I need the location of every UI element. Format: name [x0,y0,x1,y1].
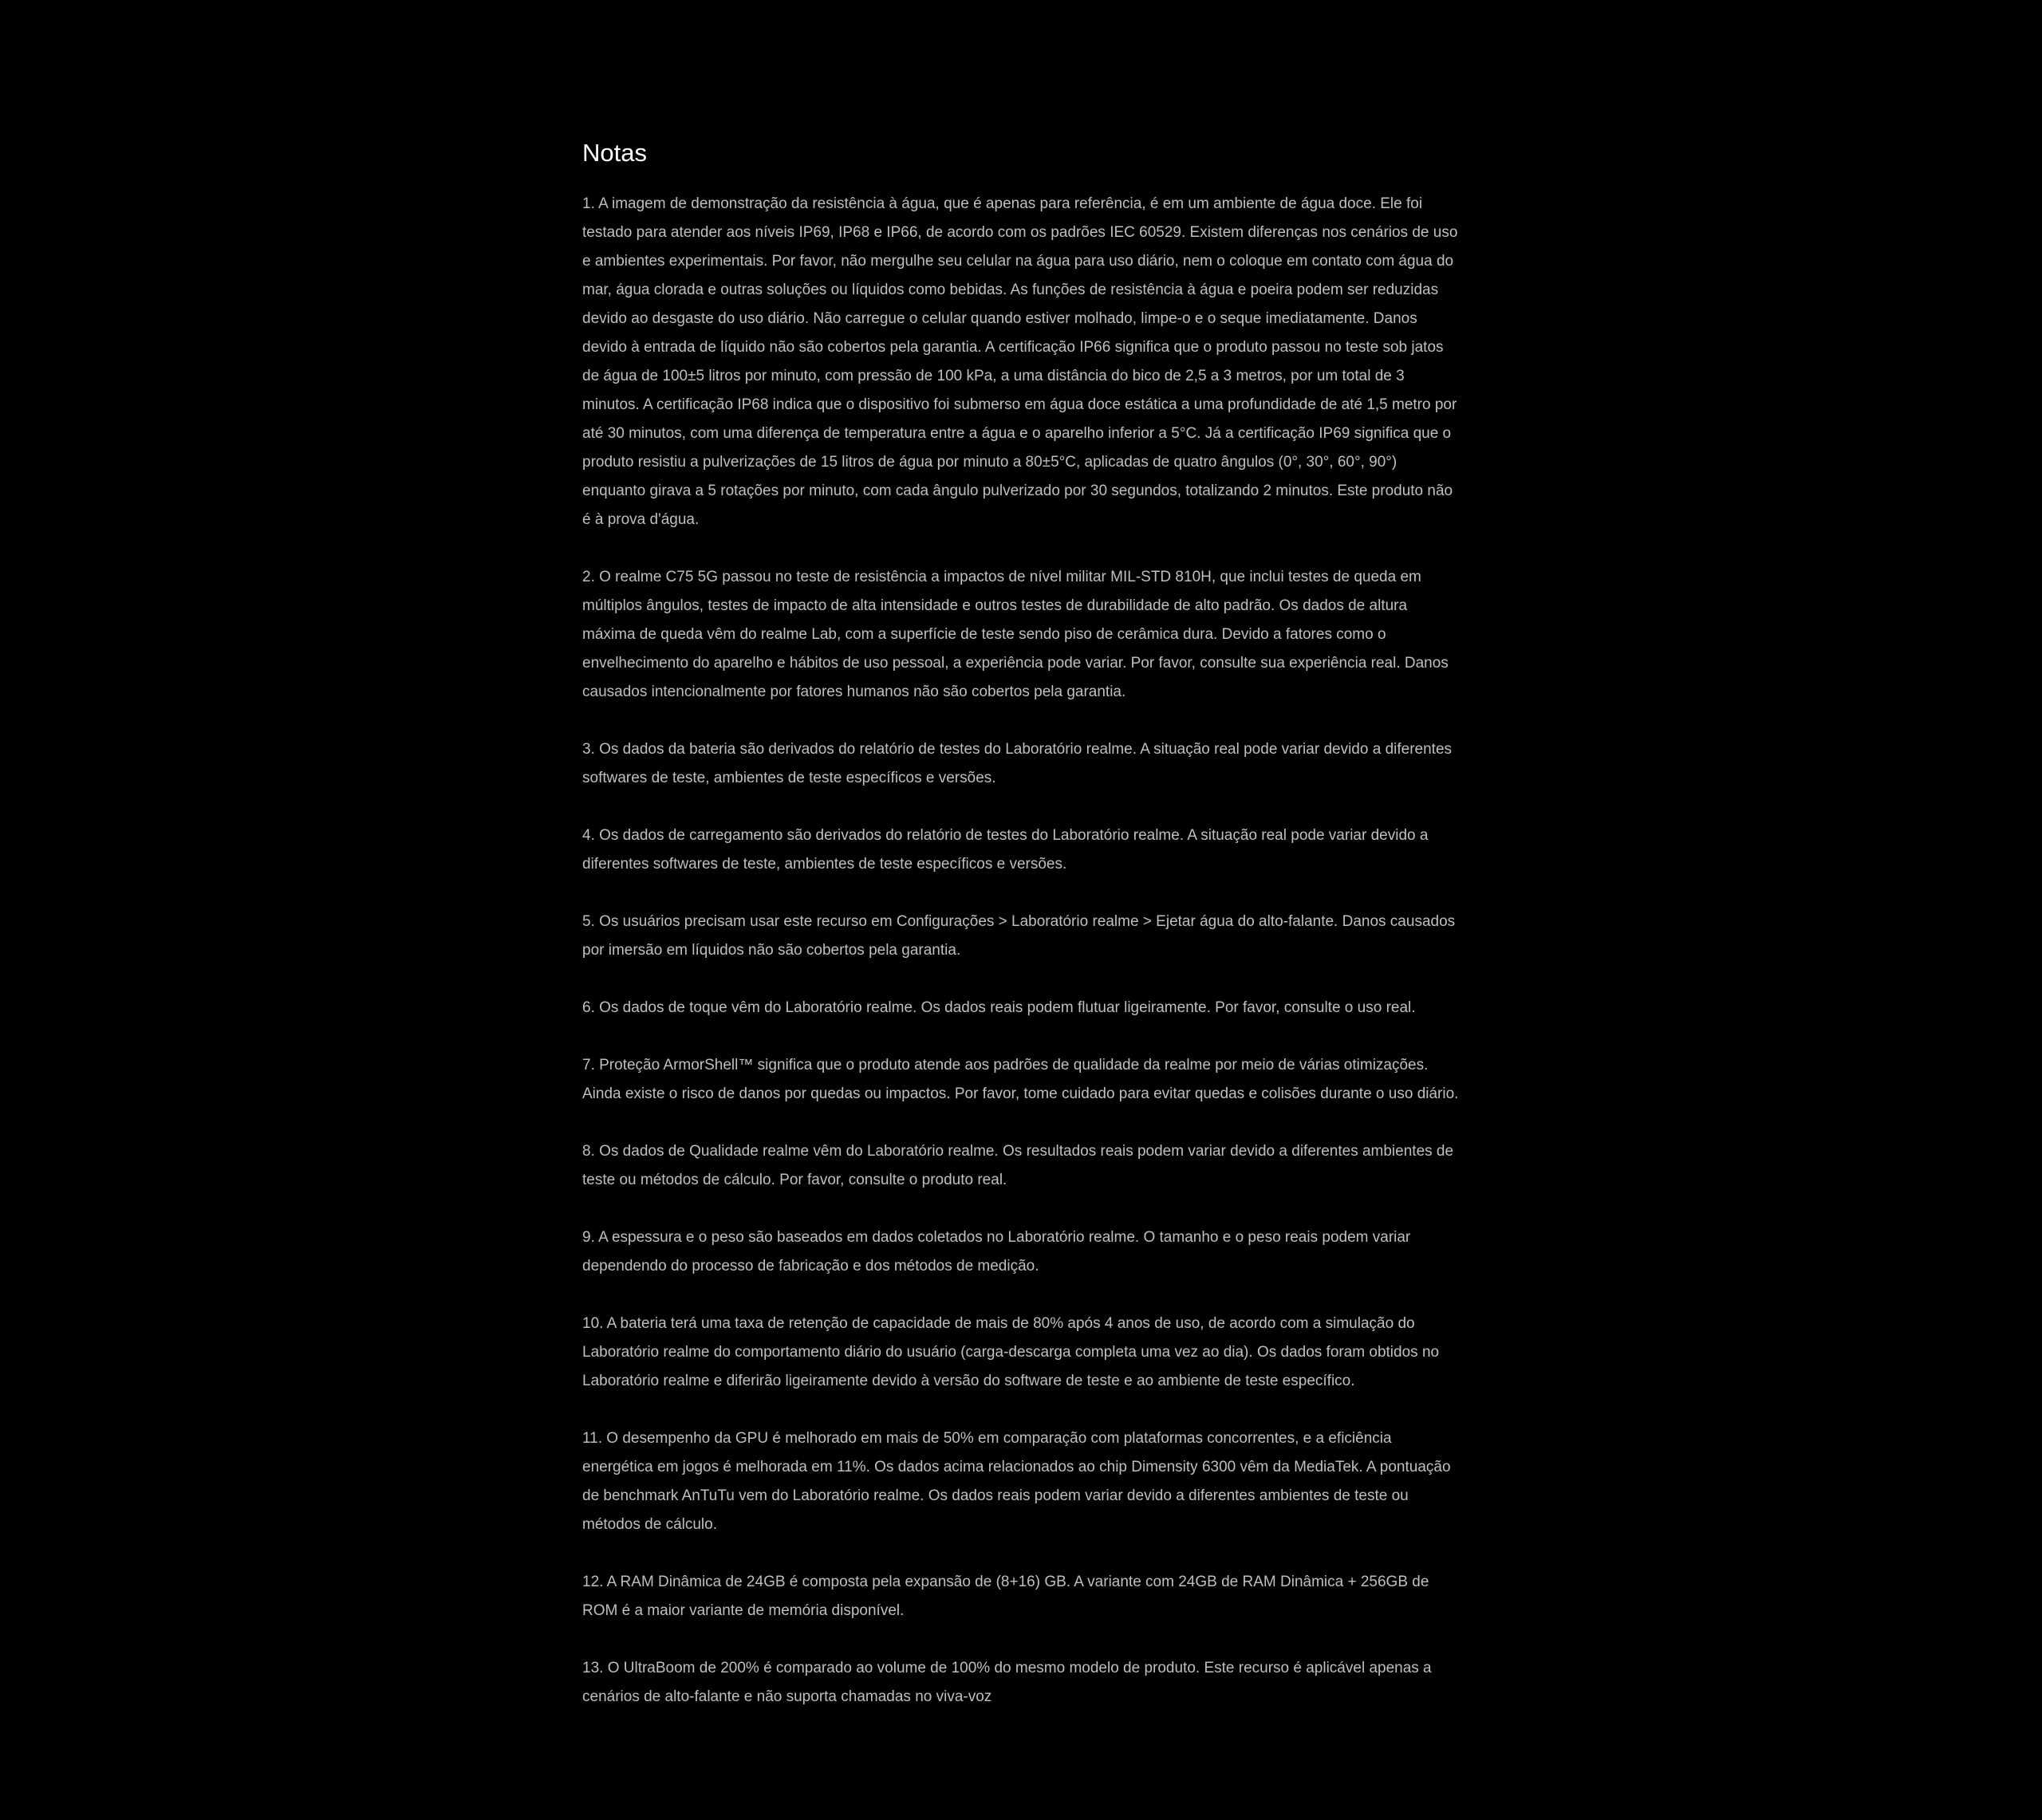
note-item-6: 6. Os dados de toque vêm do Laboratório realme. Os dados reais podem flutuar ligeiramente. Por favor, consulte o uso real. [582,999,1416,1016]
note-item-3: 3. Os dados da bateria são derivados do relatório de testes do Laboratório realme. A situação real pode variar devido a diferentes softwares de teste, ambientes de teste específicos e versões. [582,741,1453,786]
note-item-10: 10. A bateria terá uma taxa de retenção de capacidade de mais de 80% após 4 anos de uso, de acordo com a simulação do Laboratório realme do comportamento diário do usuário (carga-descarga completa uma vez ao dia). Os dados foram obtidos no Laboratório realme e diferirão ligeiramente devido à versão do software de teste e ao ambiente de teste específico. [582,1315,1440,1389]
note-item-9: 9. A espessura e o peso são baseados em dados coletados no Laboratório realme. O tamanho e o peso reais podem variar dependendo do processo de fabricação e dos métodos de medição. [582,1229,1411,1274]
note-item-11: 11. O desempenho da GPU é melhorado em mais de 50% em comparação com plataformas concorrentes, e a eficiência energética em jogos é melhorada em 11%. Os dados acima relacionados ao chip Dimensity 6300 vêm da MediaTek. A pontuação de benchmark AnTuTu vem do Laboratório realme. Os dados reais podem variar devido a diferentes ambientes de teste ou métodos de cálculo. [582,1430,1451,1533]
note-item-2: 2. O realme C75 5G passou no teste de resistência a impactos de nível militar MIL-STD 810H, que inclui testes de queda em múltiplos ângulos, testes de impacto de alta intensidade e outros testes de durabilidade de alto padrão. Os dados de altura máxima de queda vêm do realme Lab, com a superfície de teste sendo piso de cerâmica dura. Devido a fatores como o envelhecimento do aparelho e hábitos de uso pessoal, a experiência pode variar. Por favor, consulte sua experiência real. Danos causados intencionalmente por fatores humanos não são cobertos pela garantia. [582,569,1449,700]
note-item-1: 1. A imagem de demonstração da resistência à água, que é apenas para referência, é em um ambiente de água doce. Ele foi testado para atender aos níveis IP69, IP68 e IP66, de acordo com os padrões IEC 60529. Existem diferenças nos cenários de uso e ambientes experimentais. Por favor, não mergulhe seu celular na água para uso diário, nem o coloque em contato com água do mar, água clorada e outras soluções ou líquidos como bebidas. As funções de resistência à água e poeira podem ser reduzidas devido ao desgaste do uso diário. Não carregue o celular quando estiver molhado, limpe-o e o seque imediatamente. Danos devido à entrada de líquido não são cobertos pela garantia. A certificação IP66 significa que o produto passou no teste sob jatos de água de 100±5 litros por minuto, com pressão de 100 kPa, a uma distância do bico de 2,5 a 3 metros, por um total de 3 minutos. A certificação IP68 indica que o dispositivo foi submerso em água doce estática a uma profundidade de até 1,5 metro por até 30 minutos, com uma diferença de temperatura entre a água e o aparelho inferior a 5°C. Já a certificação IP69 significa que o produto resistiu a pulverizações de 15 litros de água por minuto a 80±5°C, aplicadas de quatro ângulos (0°, 30°, 60°, 90°) enquanto girava a 5 rotações por minuto, com cada ângulo pulverizado por 30 segundos, totalizando 2 minutos. Este produto não é à prova d'água. [582,195,1458,528]
note-item-4: 4. Os dados de carregamento são derivados do relatório de testes do Laboratório realme. A situação real pode variar devido a diferentes softwares de teste, ambientes de teste específicos e versões. [582,827,1429,873]
notes-section [582,136,1460,1712]
notes-title: Notas [582,139,647,167]
note-item-5: 5. Os usuários precisam usar este recurso em Configurações > Laboratório realme > Ejetar água do alto-falante. Danos causados por imersão em líquidos não são cobertos pela garantia. [582,913,1456,959]
note-item-8: 8. Os dados de Qualidade realme vêm do Laboratório realme. Os resultados reais podem variar devido a diferentes ambientes de teste ou métodos de cálculo. Por favor, consulte o produto real. [582,1143,1454,1188]
note-item-13: 13. O UltraBoom de 200% é comparado ao volume de 100% do mesmo modelo de produto. Este recurso é aplicável apenas a cenários de alto-falante e não suporta chamadas no viva-voz [582,1660,1432,1705]
note-item-7: 7. Proteção ArmorShell™ significa que o produto atende aos padrões de qualidade da realme por meio de várias otimizações. Ainda existe o risco de danos por quedas ou impactos. Por favor, tome cuidado para evitar quedas e colisões durante o uso diário. [582,1057,1459,1102]
note-item-12: 12. A RAM Dinâmica de 24GB é composta pela expansão de (8+16) GB. A variante com 24GB de RAM Dinâmica + 256GB de ROM é a maior variante de memória disponível. [582,1574,1429,1619]
notes-list [582,190,1460,1712]
